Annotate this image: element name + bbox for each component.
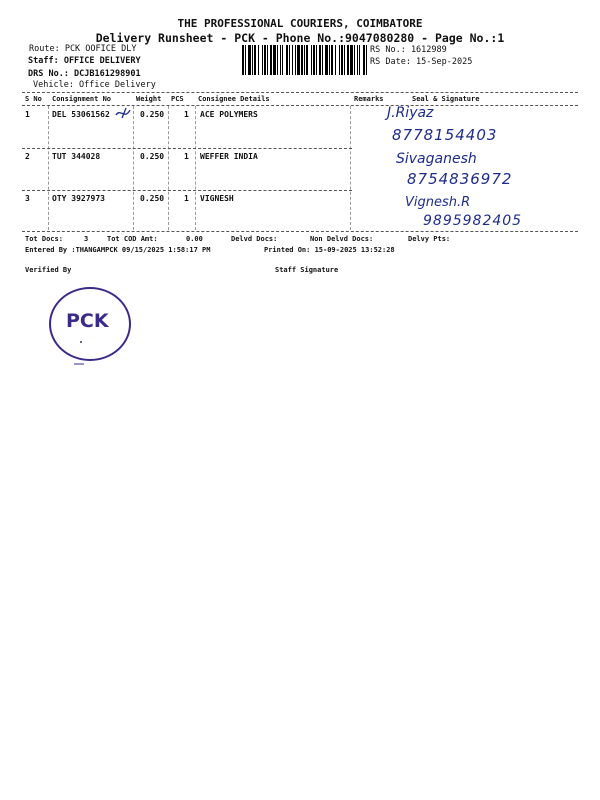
row-2-sno: 2 <box>25 152 30 161</box>
table-header-rule <box>22 105 578 106</box>
col-remarks: Remarks <box>354 95 384 103</box>
delvy-pts-label: Delvy Pts: <box>408 235 451 243</box>
col-consignee: Consignee Details <box>198 95 270 103</box>
row-2-pcs: 1 <box>184 152 189 161</box>
rs-date: RS Date: 15-Sep-2025 <box>370 57 473 67</box>
tot-docs-label: Tot Docs: <box>25 235 63 243</box>
row-separator <box>22 190 352 191</box>
company-title: THE PROFESSIONAL COURIERS, COIMBATORE <box>177 17 423 30</box>
table-top-rule <box>22 92 578 93</box>
runsheet-subtitle: Delivery Runsheet - PCK - Phone No.:9047080280 - Page No.:1 <box>95 31 505 45</box>
row-3-signature-name: Vignesh.R <box>405 195 471 210</box>
delvd-docs-label: Delvd Docs: <box>231 235 278 243</box>
printed-on: Printed On: 15-09-2025 13:52:28 <box>264 246 395 254</box>
row-2-weight: 0.250 <box>140 152 165 161</box>
entered-by: Entered By :THANGAMPCK 09/15/2025 1:58:17 PM <box>25 246 211 254</box>
col-divider <box>48 106 49 230</box>
non-delvd-docs-label: Non Delvd Docs: <box>310 235 374 243</box>
tot-cod-value: 0.00 <box>186 235 203 243</box>
row-2-consignee: WEFFER INDIA <box>200 152 258 161</box>
row-2-signature-phone: 8754836972 <box>407 170 513 188</box>
row-3-pcs: 1 <box>184 194 189 203</box>
col-pcs: PCS <box>171 95 184 103</box>
col-divider <box>350 106 351 230</box>
staff-signature-label: Staff Signature <box>275 266 339 274</box>
col-consignment: Consignment No <box>52 95 112 103</box>
col-seal: Seal & Signature <box>412 95 480 103</box>
row-1-weight: 0.250 <box>140 110 165 119</box>
col-divider <box>168 106 169 230</box>
rs-number: RS No.: 1612989 <box>370 45 447 55</box>
pck-stamp-text: PCK <box>66 310 109 332</box>
row-1-sno: 1 <box>25 110 30 119</box>
row-3-signature-phone: 9895982405 <box>423 213 523 229</box>
staff-info: Staff: OFFICE DELIVERY <box>28 56 141 66</box>
row-1-consignment: DEL 53061562 <box>52 110 110 119</box>
col-sno: S No <box>25 95 42 103</box>
drs-number: DRS No.: DCJB161298901 <box>28 69 141 79</box>
correction-mark <box>114 106 136 122</box>
row-1-pcs: 1 <box>184 110 189 119</box>
col-weight: Weight <box>136 95 162 103</box>
row-3-consignee: VIGNESH <box>200 194 234 203</box>
row-3-consignment: OTY 3927973 <box>52 194 105 203</box>
barcode <box>242 45 368 75</box>
col-divider <box>133 106 134 230</box>
tot-cod-label: Tot COD Amt: <box>107 235 158 243</box>
verified-by-label: Verified By <box>25 266 72 274</box>
row-separator <box>22 148 352 149</box>
table-bottom-rule <box>22 231 578 232</box>
col-divider <box>195 106 196 230</box>
row-1-signature-name: J.Riyaz <box>387 105 434 121</box>
row-3-sno: 3 <box>25 194 30 203</box>
row-1-consignee: ACE POLYMERS <box>200 110 258 119</box>
row-2-signature-name: Sivaganesh <box>396 151 477 167</box>
stamp-ink-mark <box>66 338 86 368</box>
row-2-consignment: TUT 344028 <box>52 152 101 161</box>
tot-docs-value: 3 <box>84 235 89 243</box>
vehicle-info: Vehicle: Office Delivery <box>33 80 156 90</box>
row-3-weight: 0.250 <box>140 194 165 203</box>
row-1-signature-phone: 8778154403 <box>392 126 498 144</box>
route-info: Route: PCK OOFICE DLY <box>29 44 137 54</box>
